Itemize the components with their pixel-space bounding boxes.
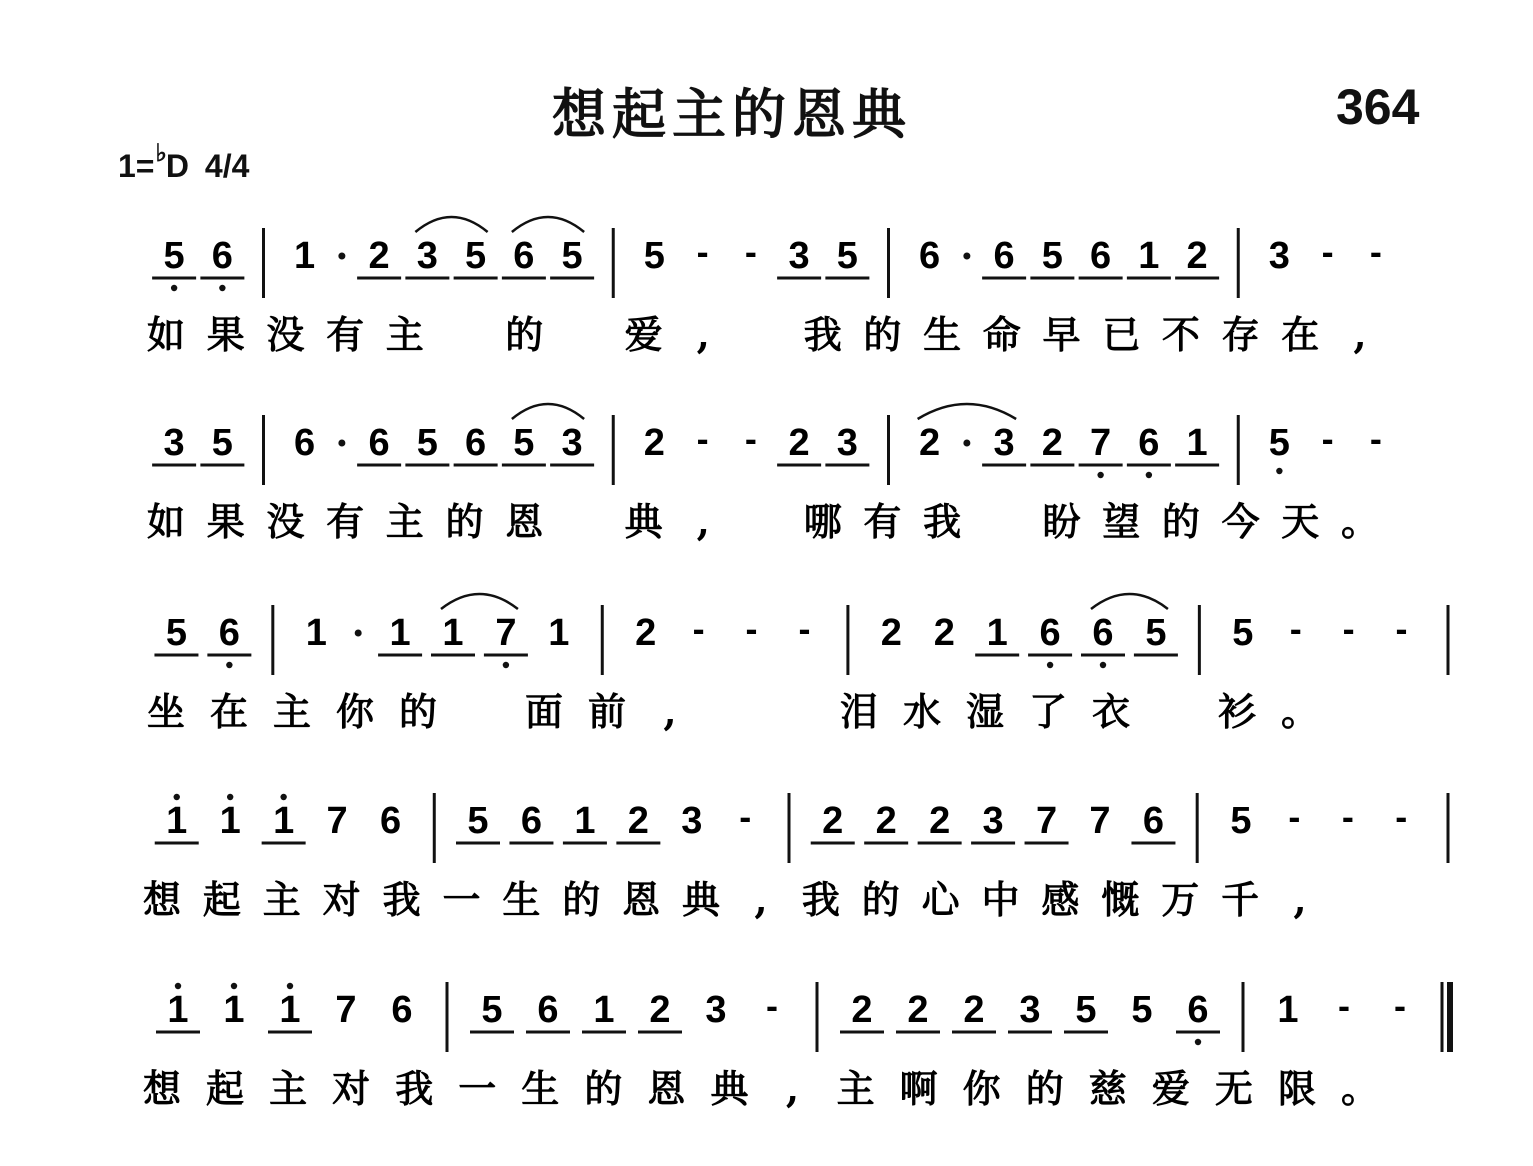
lyric-char: , bbox=[1293, 877, 1307, 922]
note: 2 bbox=[368, 235, 390, 277]
lyric-char: 爱 bbox=[624, 312, 663, 357]
lyric-char: 前 bbox=[587, 689, 627, 734]
slur bbox=[1091, 594, 1168, 609]
note: 1 bbox=[279, 989, 301, 1031]
note: 1 bbox=[593, 989, 615, 1031]
low-octave-dot bbox=[1047, 662, 1053, 668]
dash: - bbox=[1342, 608, 1355, 649]
lyric-char: 盼 bbox=[1042, 499, 1081, 544]
dash: - bbox=[744, 418, 757, 459]
note: 6 bbox=[1138, 422, 1160, 464]
low-octave-dot bbox=[1146, 472, 1152, 478]
key-prefix: 1= bbox=[118, 148, 155, 184]
lyric-char: 的 bbox=[863, 312, 902, 357]
lyric-char: 啊 bbox=[899, 1066, 938, 1111]
low-octave-dot bbox=[1097, 472, 1103, 478]
note: 1 bbox=[389, 612, 411, 654]
note: 2 bbox=[643, 422, 665, 464]
note: 2 bbox=[880, 612, 902, 654]
lyric-char: 生 bbox=[502, 877, 541, 922]
augmentation-dot bbox=[963, 440, 970, 447]
note: 1 bbox=[442, 612, 464, 654]
note: 6 bbox=[1187, 989, 1209, 1031]
lyric-char: 你 bbox=[335, 689, 375, 734]
slur bbox=[918, 404, 1017, 419]
lyric-char: 的 bbox=[445, 499, 484, 544]
note: 1 bbox=[273, 800, 295, 842]
lyric-char: 起 bbox=[202, 877, 241, 922]
note: 7 bbox=[1089, 800, 1111, 842]
lyric-char: 主 bbox=[385, 312, 424, 357]
dash: - bbox=[1369, 418, 1382, 459]
lyric-char: 面 bbox=[524, 689, 564, 734]
lyric-char: 生 bbox=[521, 1066, 560, 1111]
hymn-number: 364 bbox=[1336, 79, 1420, 135]
note: 2 bbox=[851, 989, 873, 1031]
note: 6 bbox=[1039, 612, 1061, 654]
note: 5 bbox=[163, 235, 185, 277]
note: 3 bbox=[705, 989, 727, 1031]
dash: - bbox=[1321, 231, 1334, 272]
dash: - bbox=[696, 231, 709, 272]
note: 6 bbox=[1142, 800, 1165, 842]
lyric-char: 有 bbox=[326, 312, 365, 357]
note: 2 bbox=[963, 989, 985, 1031]
lyric-char: 天 bbox=[1281, 499, 1320, 544]
lyric-char: 命 bbox=[982, 312, 1021, 357]
lyric-char: 千 bbox=[1221, 877, 1260, 922]
lyric-char: 果 bbox=[206, 499, 245, 544]
dash: - bbox=[1338, 985, 1350, 1026]
key-name: D bbox=[165, 148, 189, 184]
dash: - bbox=[744, 231, 757, 272]
note: 6 bbox=[1092, 612, 1114, 654]
lyric-char: 有 bbox=[863, 499, 902, 544]
slur bbox=[512, 217, 584, 232]
note: 1 bbox=[548, 612, 570, 654]
note: 3 bbox=[1268, 235, 1290, 277]
lyric-char: , bbox=[754, 877, 768, 922]
note: 3 bbox=[982, 800, 1004, 842]
dash: - bbox=[1289, 608, 1302, 649]
lyric-char: 万 bbox=[1161, 877, 1200, 922]
lyric-char: 限 bbox=[1277, 1066, 1316, 1111]
note: 2 bbox=[649, 989, 671, 1031]
dash: - bbox=[798, 608, 811, 649]
high-octave-dot bbox=[280, 794, 286, 800]
note: 6 bbox=[520, 800, 543, 842]
lyric-char: 你 bbox=[962, 1066, 1001, 1111]
lyric-char: 望 bbox=[1102, 499, 1141, 544]
time-signature: 4/4 bbox=[204, 148, 250, 184]
lyric-char: 早 bbox=[1042, 312, 1081, 357]
dash: - bbox=[1395, 796, 1408, 837]
dash: - bbox=[696, 418, 709, 459]
song-title: 想起主的恩典 bbox=[552, 82, 912, 146]
note: 5 bbox=[211, 422, 233, 464]
note: 5 bbox=[481, 989, 503, 1031]
note: 2 bbox=[875, 800, 897, 842]
note: 1 bbox=[219, 800, 241, 842]
note: 7 bbox=[1035, 800, 1058, 842]
lyric-char: 的 bbox=[1161, 499, 1200, 544]
note: 1 bbox=[1186, 422, 1208, 464]
note: 6 bbox=[368, 422, 390, 464]
lyric-char: 有 bbox=[326, 499, 365, 544]
note: 6 bbox=[513, 235, 535, 277]
note: 5 bbox=[416, 422, 438, 464]
note: 5 bbox=[1041, 235, 1063, 277]
slur bbox=[415, 217, 487, 232]
note: 5 bbox=[1075, 989, 1097, 1031]
note: 5 bbox=[1230, 800, 1252, 842]
lyric-char: 我 bbox=[395, 1066, 434, 1111]
low-octave-dot bbox=[171, 285, 177, 291]
lyric-char: 典 bbox=[682, 877, 721, 922]
lyric-char: 恩 bbox=[622, 877, 661, 922]
note: 2 bbox=[627, 800, 649, 842]
lyric-char: 我 bbox=[382, 877, 421, 922]
augmentation-dot bbox=[338, 253, 345, 260]
note: 1 bbox=[305, 612, 327, 654]
note: 5 bbox=[1268, 422, 1290, 464]
lyric-char: 恩 bbox=[505, 499, 544, 544]
dash: - bbox=[1369, 231, 1382, 272]
lyric-char: 中 bbox=[981, 877, 1020, 922]
lyric-char: 在 bbox=[209, 689, 249, 734]
note: 6 bbox=[919, 235, 941, 277]
note: 7 bbox=[495, 612, 517, 654]
lyric-char: 如 bbox=[146, 312, 186, 357]
dash: - bbox=[766, 985, 778, 1026]
lyric-char: 坐 bbox=[146, 689, 186, 734]
low-octave-dot bbox=[503, 662, 509, 668]
note: 1 bbox=[1138, 235, 1160, 277]
slur bbox=[512, 404, 584, 419]
note: 6 bbox=[211, 235, 233, 277]
high-octave-dot bbox=[287, 983, 293, 989]
note: 5 bbox=[465, 235, 487, 277]
lyric-char: 主 bbox=[836, 1066, 875, 1111]
note: 5 bbox=[1232, 612, 1254, 654]
note: 2 bbox=[919, 422, 941, 464]
note: 2 bbox=[933, 612, 955, 654]
lyric-char: 心 bbox=[921, 877, 960, 922]
low-octave-dot bbox=[1276, 468, 1282, 474]
low-octave-dot bbox=[1100, 662, 1106, 668]
note: 5 bbox=[643, 235, 665, 277]
note: 1 bbox=[294, 235, 316, 277]
note: 1 bbox=[986, 612, 1008, 654]
lyric-char: 感 bbox=[1041, 877, 1080, 922]
note: 3 bbox=[836, 422, 858, 464]
note: 1 bbox=[167, 989, 189, 1031]
lyric-char: , bbox=[1353, 312, 1367, 357]
augmentation-dot bbox=[963, 253, 970, 260]
high-octave-dot bbox=[175, 983, 181, 989]
note: 6 bbox=[391, 989, 413, 1031]
note: 5 bbox=[1131, 989, 1153, 1031]
lyric-char: 一 bbox=[458, 1066, 497, 1111]
lyric-char: 。 bbox=[1340, 1066, 1380, 1111]
note: 3 bbox=[416, 235, 438, 277]
note: 3 bbox=[163, 422, 185, 464]
note: 2 bbox=[1186, 235, 1208, 277]
note: 1 bbox=[574, 800, 596, 842]
note: 6 bbox=[465, 422, 487, 464]
lyric-char: 恩 bbox=[647, 1066, 686, 1111]
note: 6 bbox=[993, 235, 1015, 277]
lyric-char: 爱 bbox=[1151, 1066, 1190, 1111]
note: 1 bbox=[166, 800, 188, 842]
note: 5 bbox=[561, 235, 583, 277]
dash: - bbox=[1321, 418, 1334, 459]
note: 7 bbox=[326, 800, 348, 842]
lyric-char: 的 bbox=[398, 689, 438, 734]
note: 5 bbox=[836, 235, 858, 277]
note: 7 bbox=[1090, 422, 1112, 464]
flat-sign: ♭ bbox=[155, 140, 167, 167]
lyric-char: 的 bbox=[584, 1066, 623, 1111]
lyric-char: 主 bbox=[269, 1066, 308, 1111]
lyric-char: 如 bbox=[146, 499, 186, 544]
lyric-char: 的 bbox=[505, 312, 544, 357]
lyric-char: 水 bbox=[902, 689, 942, 734]
note: 2 bbox=[788, 422, 810, 464]
dash: - bbox=[1341, 796, 1354, 837]
augmentation-dot bbox=[355, 630, 362, 637]
lyric-char: 起 bbox=[206, 1066, 245, 1111]
high-octave-dot bbox=[231, 983, 237, 989]
lyric-char: 主 bbox=[262, 877, 301, 922]
lyric-char: 我 bbox=[923, 499, 962, 544]
lyric-char: 已 bbox=[1102, 312, 1141, 357]
dash: - bbox=[1395, 608, 1408, 649]
lyric-char: 。 bbox=[1280, 689, 1320, 734]
high-octave-dot bbox=[227, 794, 233, 800]
lyric-char: 果 bbox=[206, 312, 245, 357]
dash: - bbox=[739, 796, 752, 837]
lyric-char: 衫 bbox=[1217, 689, 1257, 734]
lyric-char: 生 bbox=[923, 312, 962, 357]
lyric-char: 的 bbox=[861, 877, 900, 922]
note: 1 bbox=[1277, 989, 1299, 1031]
lyric-char: 衣 bbox=[1091, 689, 1131, 734]
lyric-char: 的 bbox=[562, 877, 601, 922]
note: 1 bbox=[223, 989, 245, 1031]
lyric-char: 了 bbox=[1028, 689, 1068, 734]
lyric-char: 想 bbox=[142, 877, 182, 922]
low-octave-dot bbox=[226, 662, 232, 668]
lyric-char: 想 bbox=[142, 1066, 182, 1111]
high-octave-dot bbox=[174, 794, 180, 800]
note: 3 bbox=[561, 422, 583, 464]
dash: - bbox=[1394, 985, 1406, 1026]
lyric-char: , bbox=[663, 689, 677, 734]
dash: - bbox=[1288, 796, 1301, 837]
dash: - bbox=[745, 608, 758, 649]
note: 3 bbox=[993, 422, 1015, 464]
lyric-char: 没 bbox=[266, 312, 305, 357]
low-octave-dot bbox=[1195, 1039, 1201, 1045]
note: 3 bbox=[1019, 989, 1041, 1031]
lyric-char: 。 bbox=[1340, 499, 1380, 544]
note: 3 bbox=[788, 235, 810, 277]
augmentation-dot bbox=[338, 440, 345, 447]
lyric-char: 的 bbox=[1025, 1066, 1064, 1111]
lyric-char: 在 bbox=[1281, 312, 1320, 357]
lyric-char: 对 bbox=[322, 877, 361, 922]
low-octave-dot bbox=[219, 285, 225, 291]
note: 5 bbox=[165, 612, 188, 654]
slur bbox=[441, 594, 518, 609]
lyric-char: 哪 bbox=[803, 499, 842, 544]
lyric-char: 主 bbox=[385, 499, 424, 544]
note: 6 bbox=[537, 989, 559, 1031]
note: 2 bbox=[822, 800, 844, 842]
lyric-char: 一 bbox=[442, 877, 481, 922]
lyric-char: 存 bbox=[1221, 312, 1260, 357]
lyric-char: 今 bbox=[1221, 499, 1260, 544]
lyric-char: 我 bbox=[801, 877, 840, 922]
note: 2 bbox=[635, 612, 657, 654]
note: 5 bbox=[467, 800, 489, 842]
note: 6 bbox=[294, 422, 316, 464]
lyric-char: 我 bbox=[803, 312, 842, 357]
note: 2 bbox=[1041, 422, 1063, 464]
lyric-char: 没 bbox=[266, 499, 305, 544]
lyric-char: 主 bbox=[272, 689, 312, 734]
lyric-char: 泪 bbox=[839, 689, 879, 734]
lyric-char: , bbox=[696, 499, 710, 544]
lyric-char: 慈 bbox=[1088, 1066, 1127, 1111]
lyric-char: 慨 bbox=[1101, 877, 1140, 922]
note: 2 bbox=[929, 800, 951, 842]
lyric-char: , bbox=[696, 312, 710, 357]
note: 6 bbox=[218, 612, 240, 654]
lyric-char: 典 bbox=[624, 499, 663, 544]
lyric-char: 对 bbox=[332, 1066, 371, 1111]
lyric-char: 典 bbox=[710, 1066, 749, 1111]
note: 3 bbox=[681, 800, 703, 842]
lyric-char: 无 bbox=[1214, 1066, 1253, 1111]
dash: - bbox=[692, 608, 705, 649]
note: 5 bbox=[513, 422, 535, 464]
note: 6 bbox=[1090, 235, 1112, 277]
note: 2 bbox=[907, 989, 929, 1031]
note: 7 bbox=[335, 989, 357, 1031]
lyric-char: 不 bbox=[1161, 312, 1200, 357]
note: 6 bbox=[379, 800, 402, 842]
note: 5 bbox=[1145, 612, 1167, 654]
lyric-char: , bbox=[785, 1066, 800, 1111]
lyric-char: 湿 bbox=[965, 689, 1005, 734]
